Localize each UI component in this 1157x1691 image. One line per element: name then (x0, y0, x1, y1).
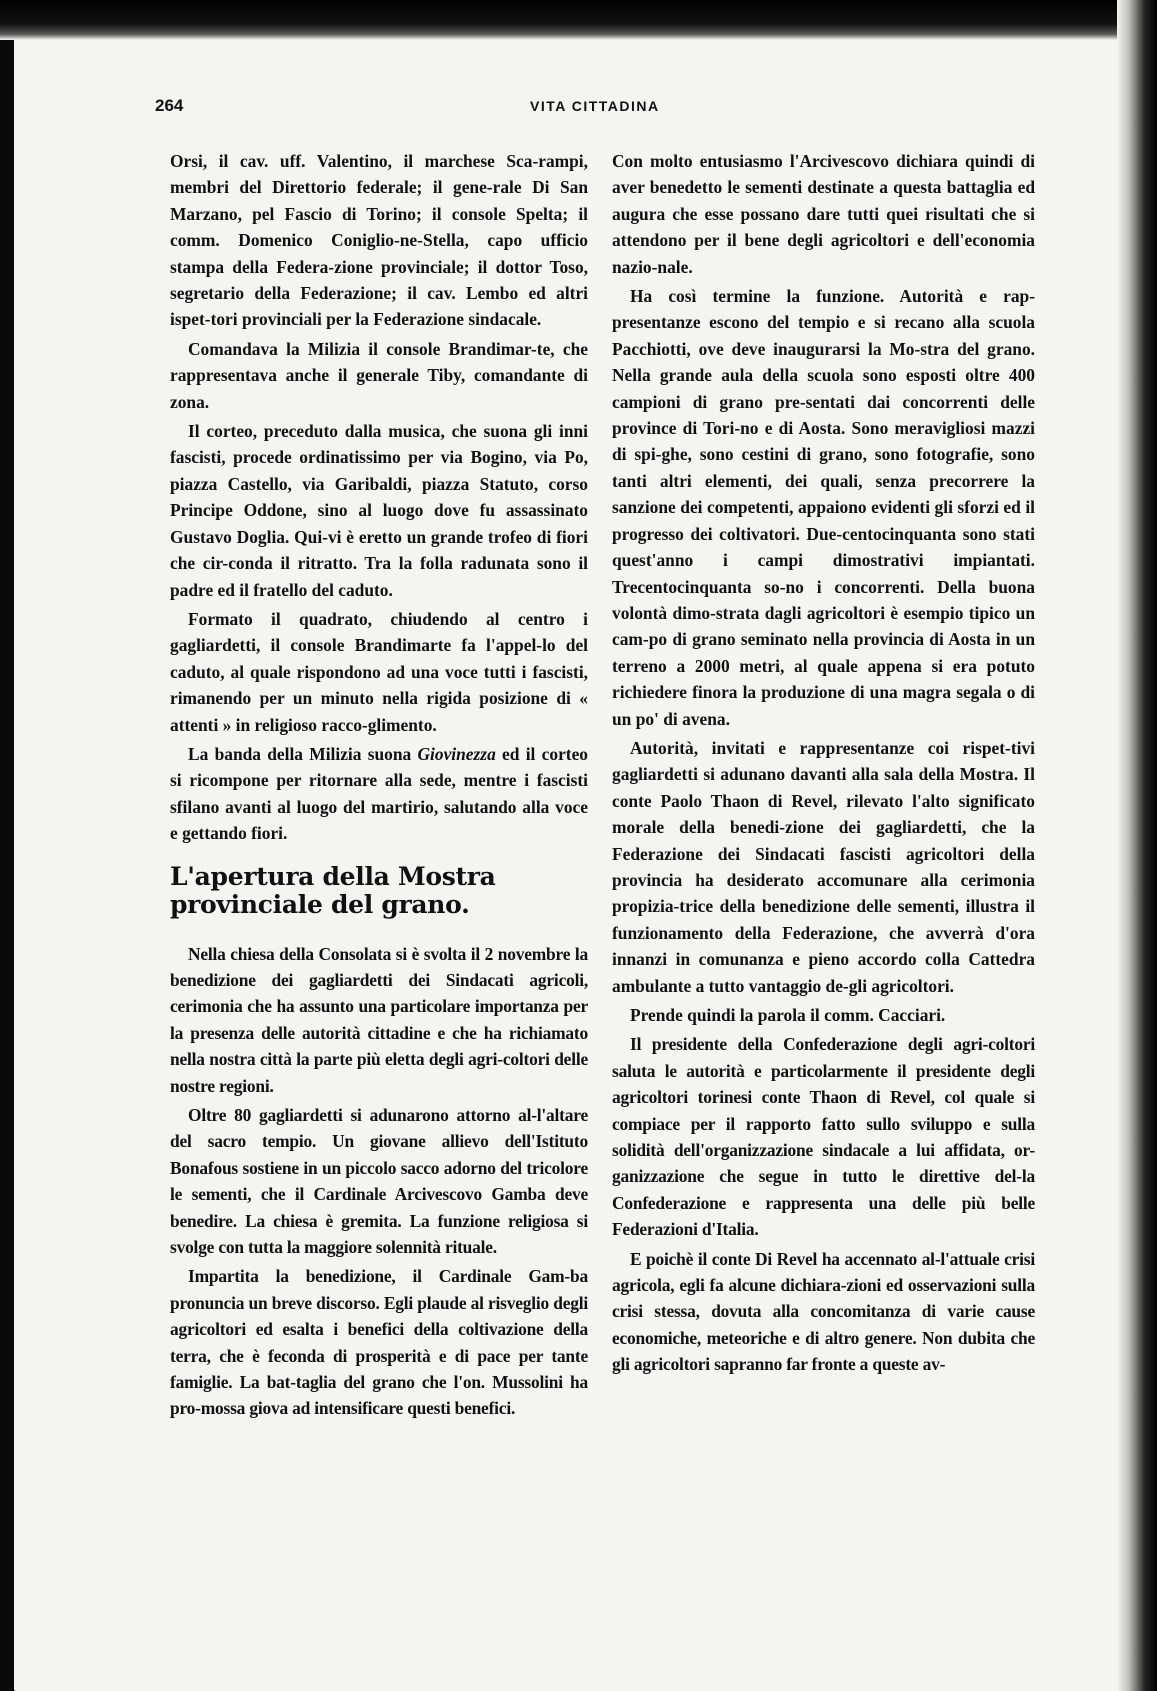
paragraph (170, 741, 588, 847)
paragraph: Il corteo, preceduto dalla musica, che suona gli inni fascisti, procede ordinatissimo per via Bogino, via Po, piazza Castello, via Garibaldi, piazza Statuto, corso Principe Oddone, sino al luogo dove fu assassinato Gustavo Doglia. Qui-vi è eretto un grande trofeo di fiori che cir-conda il ritratto. Tra la folla radunata sono il padre ed il fratello del caduto. (170, 421, 588, 600)
scan-binding-edge (1117, 0, 1157, 1691)
paragraph: Con molto entusiasmo l'Arcivescovo dichiara quindi di aver benedetto le sementi destinate a questa battaglia ed augura che esse possano dare tutti quei risultati che si attendono per il bene degli agricoltori e dell'economia nazio-nale. (612, 151, 1035, 277)
paragraph: Ha così termine la funzione. Autorità e rap-presentanze escono del tempio e si recano alla scuola Pacchiotti, ove deve inaugurarsi la Mo-stra del grano. Nella grande aula della scuola sono esposti oltre 400 campioni di grano pre-sentati dai concorrenti delle province di Tori-no e di Aosta. Sono meravigliosi mazzi di spi-ghe, sono cestini di grano, sono fotografie, sono tanti altri elementi, dei quali, senza precorrere la sanzione dei competenti, appaiono evidenti gli sforzi ed il progresso dei coltivatori. Due-centocinquanta sono stati quest'anno i campi dimostrativi impiantati. Trecentocinquanta so-no i concorrenti. Della buona volontà dimo-strata dagli agricoltori è esempio tipico un cam-po di grano seminato nella provincia di Aosta in un terreno a 2000 metri, al quale appena si era potuto richiedere finora la produzione di una magra segala o di un po' di avena. (612, 286, 1035, 729)
scan-top-edge (0, 0, 1157, 40)
paragraph: Impartita la benedizione, il Cardinale Gam-ba pronuncia un breve discorso. Egli plaude al risveglio degli agricoltori ed esalta i benefici della coltivazione della terra, che è feconda di prosperità e di pace per tante famiglie. La bat-taglia del grano che l'on. Mussolini ha pro-mossa giova ad intensificare questi benefici. (170, 1266, 588, 1419)
paragraph: Orsi, il cav. uff. Valentino, il marchese Sca-rampi, membri del Direttorio federale; il gene-rale Di San Marzano, pel Fascio di Torino; il console Spelta; il comm. Domenico Coniglio-ne-Stella, capo ufficio stampa della Federa-zione provinciale; il dottor Toso, segretario della Federazione; il cav. Lembo ed altri ispet-tori provinciali per la Federazione sindacale. (170, 151, 588, 330)
page-number: 264 (155, 96, 184, 115)
paragraph: Prende quindi la parola il comm. Cacciari. (630, 1005, 946, 1025)
paragraph: Autorità, invitati e rappresentanze coi rispet-tivi gagliardetti si adunano davanti alla sala della Mostra. Il conte Paolo Thaon di Revel, rilevato l'alto significato morale della benedi-zione dei gagliardetti, che la Federazione dei Sindacati fascisti agricoltori della provincia ha desiderato accomunare alla cerimonia propizia-trice della benedizione delle sementi, illustra il funzionamento della Federazione, che avverrà d'ora innanzi in comunanza e pieno accordo colla Cattedra ambulante a tutto vantaggio de-gli agricoltori. (612, 737, 1035, 996)
paragraph: Comandava la Milizia il console Brandimar-te, che rappresentava anche il generale Tiby, comandante di zona. (170, 338, 588, 412)
italic-title: Giovinezza (417, 743, 496, 764)
text-run: ed il corteo si ricompone per ritornare alla sede, mentre i fascisti sfilano avanti al luogo del martirio, salutando alla voce e gettando fiori. (170, 743, 588, 844)
paragraph: E poichè il conte Di Revel ha accennato al-l'attuale crisi agricola, egli fa alcune dichiara-zioni ed osservazioni sulla crisi stessa, dovuta alla concomitanza di varie cause economiche, meteoriche e di altro genere. Non dubita che gli agricoltori sapranno far fronte a queste av- (612, 1248, 1035, 1375)
left-column (170, 148, 588, 1425)
section-heading: L'apertura della Mostra provinciale del grano. (170, 861, 496, 919)
paragraph: Nella chiesa della Consolata si è svolta il 2 novembre la benedizione dei gagliardetti dei Sindacati agricoli, cerimonia che ha assunto una particolare importanza per la presenza delle autorità cittadine e che ha richiamato nella nostra città la parte più eletta degli agri-coltori delle nostre regioni. (170, 943, 588, 1096)
paragraph: Formato il quadrato, chiudendo al centro i gagliardetti, il console Brandimarte fa l'appel-lo del caduto, al quale rispondono ad una voce tutti i fascisti, rimanendo per un minuto nella rigida posizione di « attenti » in religioso racco-glimento. (170, 608, 588, 735)
text-run: La banda della Milizia suona (188, 743, 418, 764)
paragraph: Oltre 80 gagliardetti si adunarono attorno al-l'altare del sacro tempio. Un giovane allievo dell'Istituto Bonafous sostiene in un piccolo sacco adorno del tricolore le sementi, che il Cardinale Arcivescovo Gamba deve benedire. La chiesa è gremita. La funzione religiosa si svolge con tutta la maggiore solennità rituale. (170, 1105, 588, 1258)
page-header (155, 96, 1035, 126)
running-head: VITA CITTADINA (530, 98, 660, 114)
paragraph: Il presidente della Confederazione degli agri-coltori saluta le autorità e particolarmente il presidente degli agricoltori torinesi conte Thaon di Revel, col quale si compiace per il rapporto fatto sullo sviluppo e sulla solidità dell'organizzazione sindacale a lui affidata, or-ganizzazione che segue in tutto le direttive del-la Confederazione e rappresenta una delle più belle Federazioni d'Italia. (612, 1034, 1035, 1240)
right-column (612, 148, 1035, 1381)
